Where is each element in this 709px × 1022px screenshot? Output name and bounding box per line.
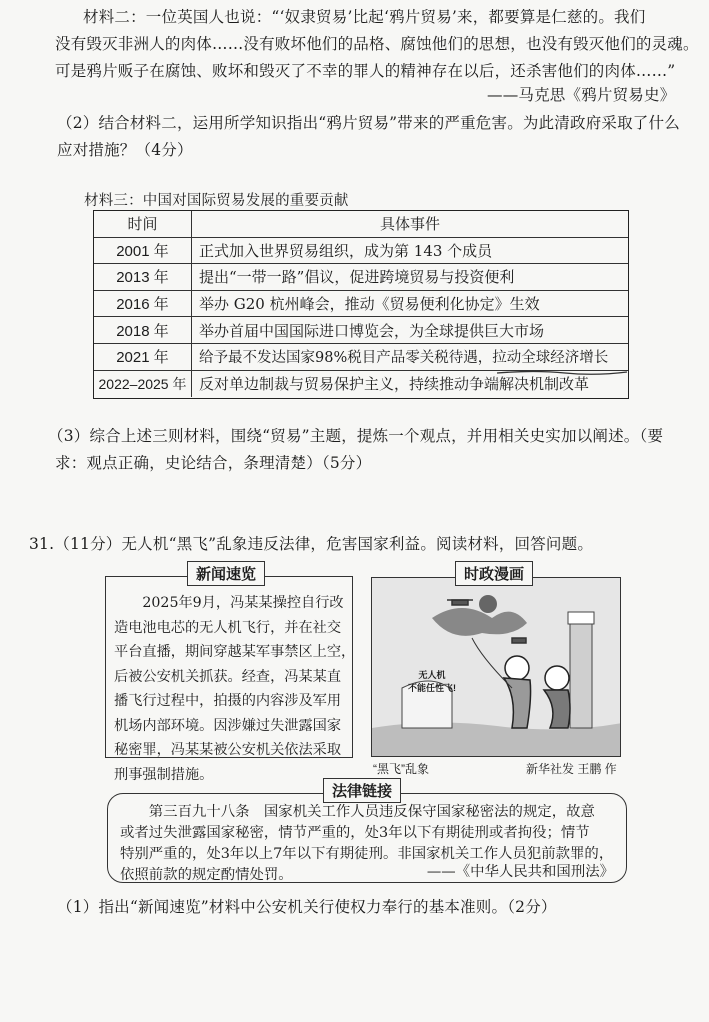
table-cell-event: 举办 G20 杭州峰会，推动《贸易便利化协定》生效 (199, 295, 540, 314)
law-line: 特别严重的，处3年以上7年以下有期徒刑。非国家机关工作人员犯前款罪的， (120, 846, 614, 862)
cartoon-sign-text: 无人机 不能任性飞! (408, 670, 456, 693)
political-cartoon (371, 577, 621, 757)
table-row (94, 291, 628, 318)
news-line: 2025年9月，冯某某操控自行改 (114, 595, 344, 611)
question2-line2: 应对措施？（4分） (57, 141, 193, 159)
news-line: 播飞行过程中，拍摄的内容涉及军用 (114, 693, 342, 709)
table-header-time: 时间 (94, 211, 192, 237)
table-cell-event: 提出“一带一路”倡议，促进跨境贸易与投资便利 (199, 268, 515, 287)
handwritten-underline (495, 368, 630, 376)
table-cell-event: 举办首届中国国际进口博览会，为全球提供巨大市场 (199, 321, 545, 340)
law-tag: 法律链接 (323, 778, 401, 803)
table-cell-year: 2016 年 (94, 291, 192, 317)
material2-line1: 材料二：一位英国人也说：“‘奴隶贸易’比起‘鸦片贸易’来，都要算是仁慈的。我们 (83, 8, 646, 26)
law-box (107, 793, 627, 883)
news-line: 机场内部环境。因涉嫌过失泄露国家 (114, 717, 342, 734)
question3-line2: 求：观点正确，史论结合，条理清楚）（5分） (55, 454, 372, 472)
news-line: 秘密罪，冯某某被公安机关依法采取 (114, 742, 342, 758)
table-row (94, 238, 628, 265)
news-line: 造电池电芯的无人机飞行，并在社交 (114, 619, 342, 636)
news-tag: 新闻速览 (187, 561, 265, 586)
cartoon-caption: “黑飞”乱象 (373, 762, 429, 776)
news-line: 平台直播，期间穿越某军事禁区上空， (114, 644, 356, 660)
table-cell-year: 2018 年 (94, 317, 192, 343)
table-row (94, 317, 628, 344)
news-line: 后被公安机关抓获。经查，冯某某直 (114, 668, 342, 685)
law-source: ——《中华人民共和国刑法》 (426, 864, 614, 880)
table-cell-year: 2013 年 (94, 264, 192, 290)
news-box (105, 576, 356, 783)
material2-line2: 没有毁灭非洲人的肉体……没有败坏他们的品格、腐蚀他们的思想，也没有毁灭他们的灵魂。 (55, 35, 699, 53)
table-cell-year: 2001 年 (94, 238, 192, 264)
question31-intro: 31.（11分）无人机“黑飞”乱象违反法律，危害国家利益。阅读材料，回答问题。 (29, 535, 594, 553)
material3-title: 材料三：中国对国际贸易发展的重要贡献 (84, 193, 349, 209)
table-header-event: 具体事件 (379, 215, 440, 234)
material2-source: ——马克思《鸦片贸易史》 (487, 86, 676, 104)
question2-line1: （2）结合材料二，运用所学知识指出“鸦片贸易”带来的严重危害。为此清政府采取了什么 (57, 114, 680, 132)
table-cell-year: 2022–2025 年 (94, 371, 192, 398)
table-cell-event: 反对单边制裁与贸易保护主义，持续推动争端解决机制改革 (199, 375, 590, 394)
question3-line1: （3）综合上述三则材料，围绕“贸易”主题，提炼一个观点，并用相关史实加以阐述。（要 (48, 427, 664, 445)
table-header-row (94, 211, 628, 238)
table-cell-event: 给予最不发达国家98%税目产品零关税待遇，拉动全球经济增长 (199, 350, 609, 367)
law-line: 第三百九十八条 国家机关工作人员违反保守国家秘密法的规定，故意 (120, 804, 595, 820)
cartoon-credit: 新华社发 王鹏 作 (526, 762, 617, 776)
table-row (94, 264, 628, 291)
table-cell-event: 正式加入世界贸易组织，成为第 143 个成员 (199, 241, 493, 260)
law-line: 或者过失泄露国家秘密，情节严重的，处3年以下有期徒刑或者拘役；情节 (120, 825, 590, 841)
law-line: 依照前款的规定酌情处罚。 (120, 867, 293, 883)
table-row (94, 344, 628, 371)
table-cell-year: 2021 年 (94, 344, 192, 370)
material2-line3: 可是鸦片贩子在腐蚀、败坏和毁灭了不幸的罪人的精神存在以后，还杀害他们的肉体……” (55, 62, 676, 80)
news-text (114, 591, 355, 787)
question31-sub1: （1）指出“新闻速览”材料中公安机关行使权力奉行的基本准则。（2分） (57, 898, 557, 916)
cartoon-tag: 时政漫画 (455, 561, 533, 586)
news-line: 刑事强制措施。 (114, 766, 214, 783)
